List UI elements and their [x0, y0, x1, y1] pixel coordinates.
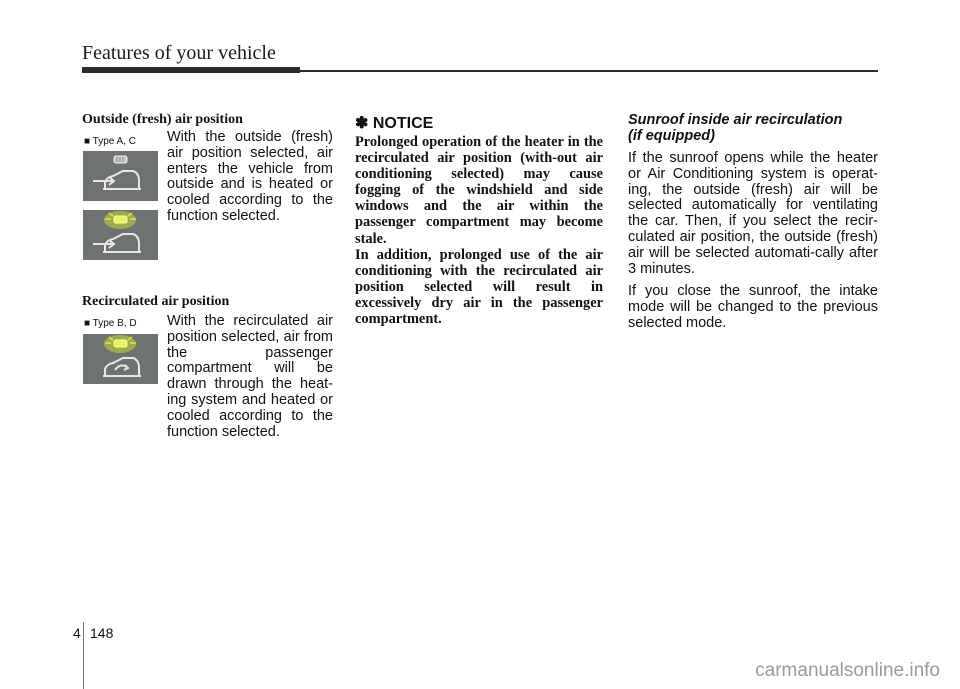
header-rule-thin — [300, 70, 878, 72]
page-title: Features of your vehicle — [82, 42, 276, 64]
outside-air-car-icon — [83, 210, 158, 260]
outside-air-button-lit-image — [83, 210, 158, 260]
footer-divider — [83, 622, 84, 689]
sunroof-recirculation-heading-line1: Sunroof inside air recirculation — [628, 112, 843, 128]
notice-paragraph-1: Prolonged operation of the heater in the recirculated air position (with-out air conditioning selected) may cause fogging of the windshield and side windows and the air within the passenger compartment may become stale. — [355, 134, 603, 247]
sunroof-recirculation-heading-line2: (if equipped) — [628, 128, 715, 144]
sunroof-paragraph-1: If the sunroof opens while the heater or Air Conditioning system is operat-ing, the outside (fresh) air will be selected automatically for ventilating the car. Then, if you select the recir-culated air position, the outside (fresh) air will be selected automati-cally after 3 minutes. — [628, 150, 878, 277]
notice-paragraph-2: In addition, prolonged use of the air conditioning with the recirculated air position selected will result in excessively dry air in the passenger compartment. — [355, 247, 603, 328]
notice-title: ✽ NOTICE — [355, 115, 434, 132]
outside-air-heading: Outside (fresh) air position — [82, 112, 243, 127]
recirculated-air-heading: Recirculated air position — [82, 294, 230, 309]
type-label-ac: ■ Type A, C — [84, 136, 136, 147]
recirculation-button-image — [83, 334, 158, 384]
header-rule-thick — [82, 67, 300, 73]
outside-air-button-image — [83, 151, 158, 201]
sunroof-paragraph-2: If you close the sunroof, the intake mode will be changed to the previous selected mode. — [628, 283, 878, 331]
recirculated-air-description: With the recirculated air position selected, air from the passenger compartment will be drawn through the heat-ing system and heated or cooled according to the function selected. — [167, 313, 333, 440]
chapter-number: 4 — [73, 625, 81, 641]
page-number: 148 — [90, 625, 114, 641]
watermark: carmanualsonline.info — [755, 660, 940, 681]
type-label-bd: ■ Type B, D — [84, 318, 137, 329]
recirculation-car-icon — [83, 334, 158, 384]
outside-air-description: With the outside (fresh) air position selected, air enters the vehicle from outside and is heated or cooled according to the function selected. — [167, 129, 333, 224]
outside-air-car-icon — [83, 151, 158, 201]
